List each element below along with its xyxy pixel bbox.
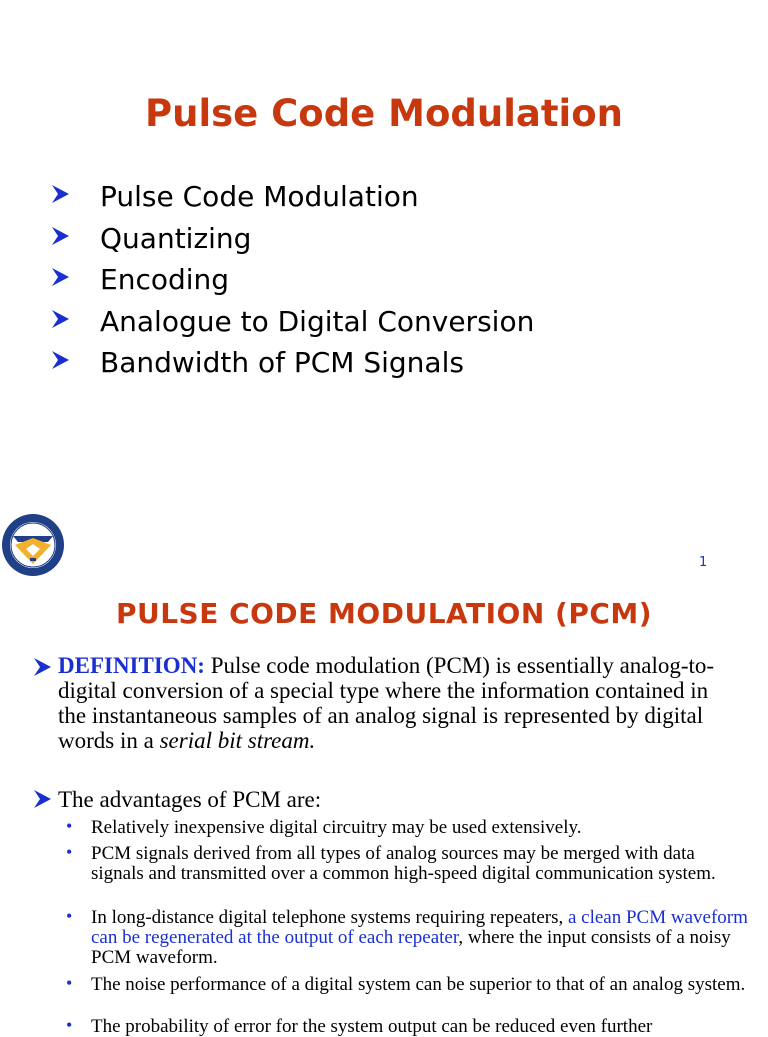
dot-icon: • — [66, 816, 73, 836]
dot-icon: • — [66, 842, 73, 862]
arrowhead-icon — [32, 657, 52, 677]
definition-emphasis: serial bit stream. — [159, 728, 316, 753]
university-seal-logo — [0, 512, 66, 578]
arrowhead-icon — [50, 309, 70, 329]
dot-icon: • — [66, 906, 73, 926]
dot-icon: • — [66, 1015, 73, 1035]
advantage-highlight: a clean PCM waveform can be regenerated at the output of each repeater — [91, 907, 748, 948]
definition-keyword: DEFINITION: — [58, 653, 205, 678]
advantage-text: The noise performance of a digital system can be superior to that of an analog system. — [91, 974, 746, 995]
bullet-label: Encoding — [100, 263, 230, 296]
arrowhead-icon — [50, 350, 70, 370]
bullet-label: Pulse Code Modulation — [100, 180, 419, 213]
definition-text — [58, 653, 738, 753]
advantage-text-post: , where the input consists of a noisy PCM waveform. — [91, 927, 731, 968]
bullet-label: Bandwidth of PCM Signals — [100, 346, 464, 379]
advantages-heading: The advantages of PCM are: — [58, 787, 322, 812]
slide-1-title: Pulse Code Modulation — [144, 92, 624, 135]
arrowhead-icon — [50, 184, 70, 204]
arrowhead-icon — [50, 267, 70, 287]
advantage-text: PCM signals derived from all types of analog sources may be merged with data signals and transmitted over a common high-speed digital communication system. — [91, 843, 716, 884]
arrowhead-icon — [32, 789, 52, 809]
bullet-label: Analogue to Digital Conversion — [100, 305, 535, 338]
definition-body: Pulse code modulation (PCM) is essentially analog-to-digital conversion of a special type where the information contained in the instantaneous samples of an analog signal is represented by digital words in a — [58, 653, 715, 753]
advantage-text — [91, 908, 751, 968]
page-number: 1 — [699, 555, 708, 570]
slide-2-title: PULSE CODE MODULATION (PCM) — [115, 597, 653, 630]
advantage-text: Relatively inexpensive digital circuitry may be used extensively. — [91, 817, 582, 838]
advantage-text: The probability of error for the system output can be reduced even further — [91, 1016, 653, 1037]
bullet-label: Quantizing — [100, 222, 252, 255]
arrowhead-icon — [50, 226, 70, 246]
advantage-text-pre: In long-distance digital telephone systems requiring repeaters, — [91, 907, 568, 928]
slide-2 — [0, 585, 768, 1037]
dot-icon: • — [66, 973, 73, 993]
